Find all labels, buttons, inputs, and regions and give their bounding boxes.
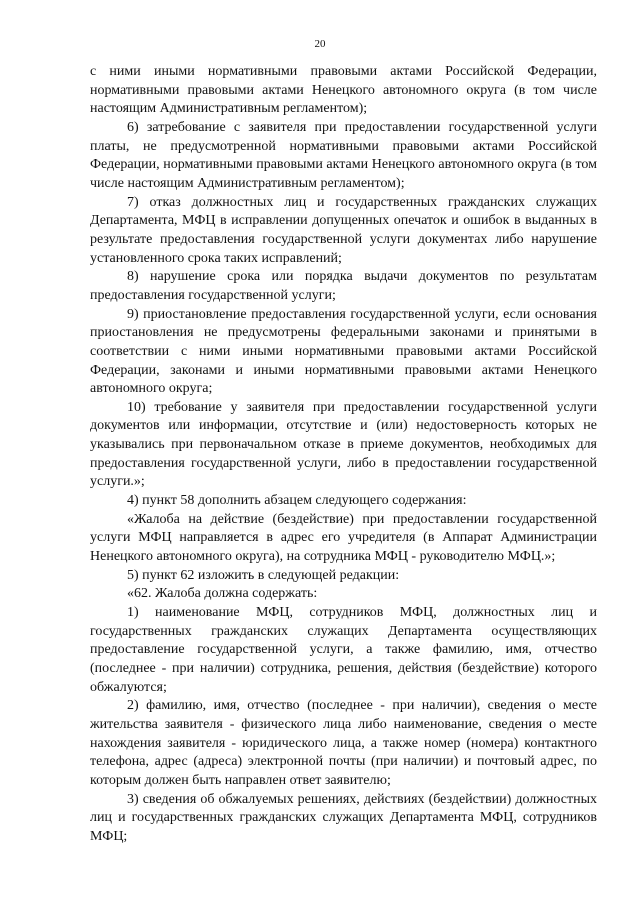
page-number: 20 (314, 38, 326, 50)
paragraph: с ними иными нормативными правовыми актами Российской Федерации, нормативными правовыми актами Ненецкого автономного округа (в том числе настоящим Административным регламентом); (90, 64, 597, 117)
paragraph: 10) требование у заявителя при предоставлении государственной услуги документов или информации, отсутствие и (или) недостоверность которых не указывались при первоначальном отказе в приеме документов, необходимых для предоставления государственной услуги, либо в предоставлении государственной услуги.»; (90, 399, 597, 490)
paragraph: 7) отказ должностных лиц и государственных гражданских служащих Департамента, МФЦ в исправлении допущенных опечаток и ошибок в выданных в результате предоставления государственной услуги документах либо нарушение установленного срока таких исправлений; (90, 194, 597, 266)
paragraph: 3) сведения об обжалуемых решениях, действиях (бездействии) должностных лиц и государственных гражданских служащих Департамента МФЦ, сотрудников МФЦ; (90, 791, 597, 844)
paragraph: 1) наименование МФЦ, сотрудников МФЦ, должностных лиц и государственных гражданских служащих Департамента осуществляющих предоставление государственной услуги, а также фамилию, имя, отчество (последнее - при наличии) сотрудника, решения, действия (бездействие) которого обжалуются; (90, 605, 597, 695)
paragraph: «62. Жалоба должна содержать: (127, 586, 318, 602)
paragraph: 5) пункт 62 изложить в следующей редакции: (127, 567, 400, 583)
document-body (90, 63, 597, 847)
paragraph: 4) пункт 58 дополнить абзацем следующего содержания: (127, 493, 467, 509)
paragraph: 2) фамилию, имя, отчество (последнее - при наличии), сведения о месте жительства заявителя - физического лица либо наименование, сведения о месте нахождения заявителя - юридического лица, а также номер (номера) контактного телефона, адрес (адреса) электронной почты (при наличии) и почтовый адрес, по которым должен быть направлен ответ заявителю; (90, 698, 597, 788)
paragraph: «Жалоба на действие (бездействие) при предоставлении государственной услуги МФЦ направляется в адрес его учредителя (в Аппарат Администрации Ненецкого автономного округа), на сотрудника МФЦ - руководителю МФЦ.»; (90, 511, 597, 565)
paragraph: 8) нарушение срока или порядка выдачи документов по результатам предоставления государственной услуги; (90, 269, 597, 303)
paragraph: 6) затребование с заявителя при предоставлении государственной услуги платы, не предусмотренной нормативными правовыми актами Российской Федерации, нормативными правовыми актами Ненецкого автономного округа (в том числе настоящим Административным регламентом); (90, 119, 597, 191)
paragraph: 9) приостановление предоставления государственной услуги, если основания приостановления не предусмотрены федеральными законами и принятыми в соответствии с ними иными нормативными правовыми актами Российской Федерации, законами и иными нормативными правовыми актами Ненецкого автономного округа; (90, 306, 597, 397)
